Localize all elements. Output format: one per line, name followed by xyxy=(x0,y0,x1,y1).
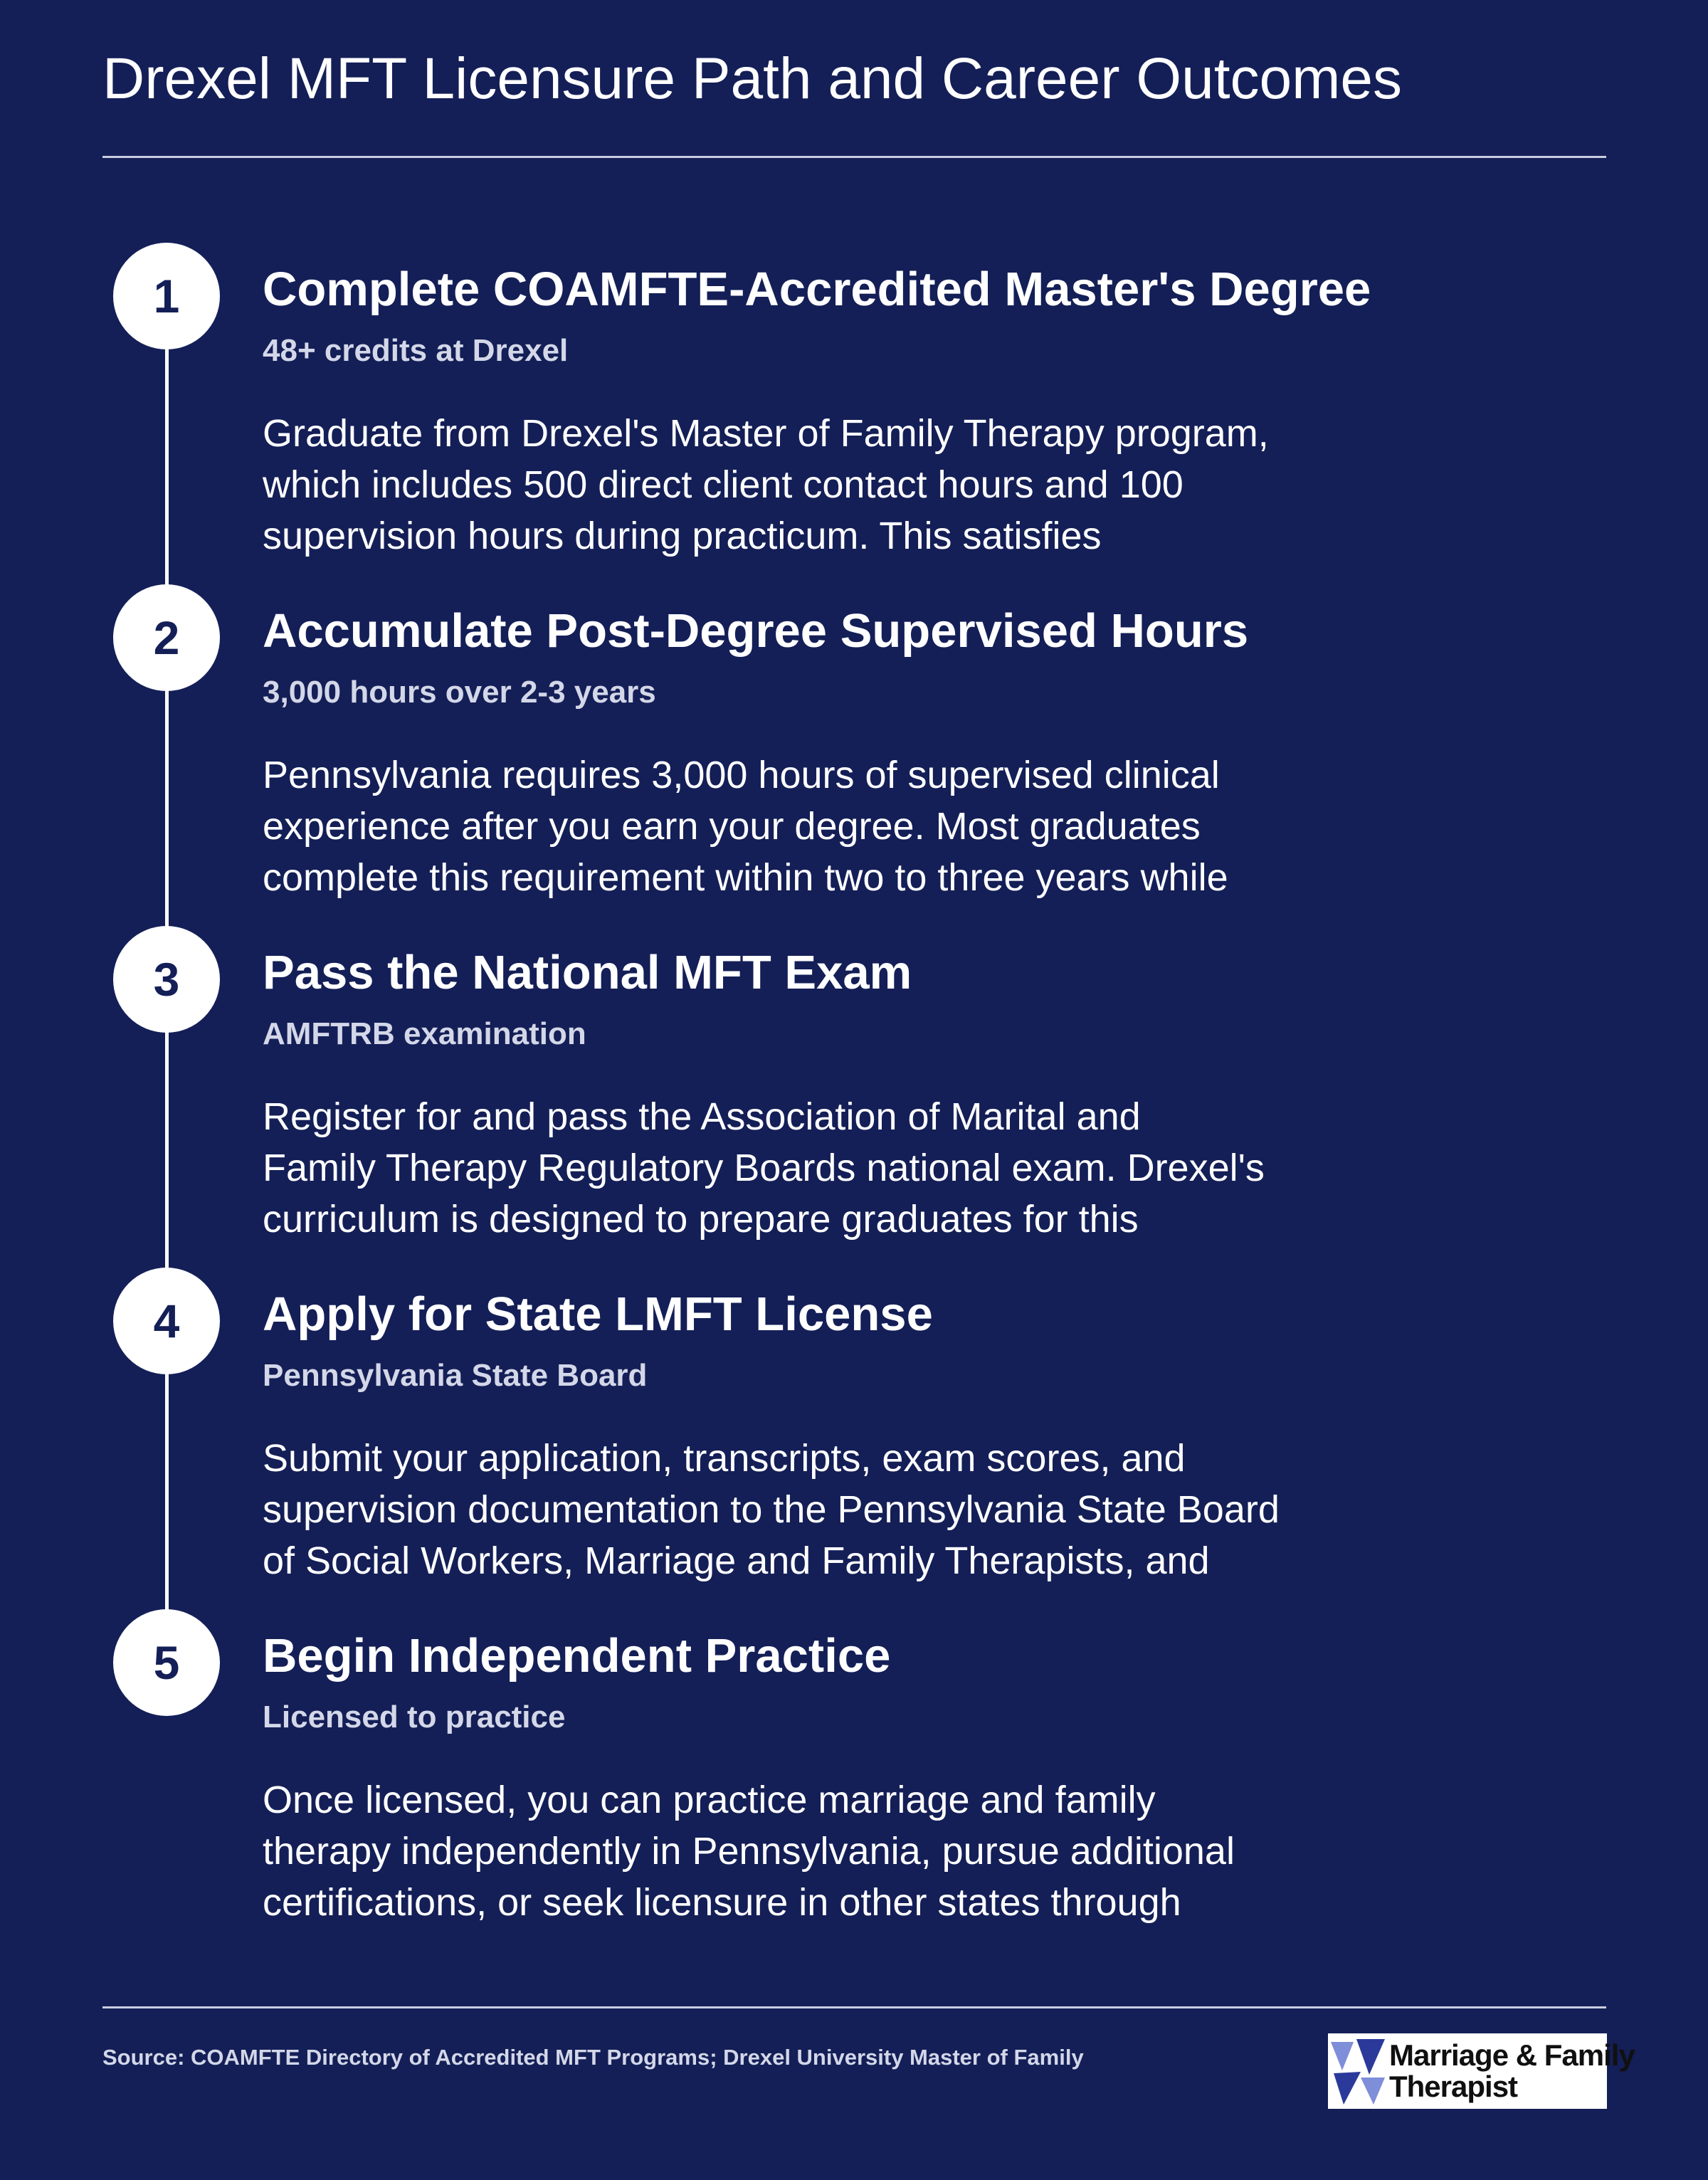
step-title: Complete COAMFTE-Accredited Master's Degree xyxy=(263,263,1371,316)
logo-mark-icon xyxy=(1328,2033,1388,2109)
step-description xyxy=(263,1091,1401,1245)
step-description xyxy=(263,749,1401,903)
page-title: Drexel MFT Licensure Path and Career Outcomes xyxy=(102,46,1403,111)
step-title: Accumulate Post-Degree Supervised Hours xyxy=(263,604,1249,658)
logo-line-2: Therapist xyxy=(1389,2070,1518,2103)
step-title: Apply for State LMFT License xyxy=(263,1288,933,1341)
step-subtitle: 3,000 hours over 2-3 years xyxy=(263,675,656,710)
step-description-line: Family Therapy Regulatory Boards national exam. Drexel's xyxy=(263,1147,1265,1189)
step-description-line: complete this requirement within two to three years while xyxy=(263,856,1228,899)
step-description xyxy=(263,408,1401,562)
step-description-line: certifications, or seek licensure in other states through xyxy=(263,1881,1181,1924)
top-divider xyxy=(102,156,1606,158)
step-description xyxy=(263,1774,1401,1928)
step-number-badge: 5 xyxy=(113,1609,220,1716)
step-description-line: therapy independently in Pennsylvania, pursue additional xyxy=(263,1830,1235,1873)
step-description xyxy=(263,1433,1401,1586)
step-description-line: which includes 500 direct client contact hours and 100 xyxy=(263,463,1184,506)
step-number-badge: 3 xyxy=(113,926,220,1033)
step-description-line: Pennsylvania requires 3,000 hours of supervised clinical xyxy=(263,754,1220,796)
step-subtitle: 48+ credits at Drexel xyxy=(263,333,569,368)
step-description-line: Register for and pass the Association of Marital and xyxy=(263,1095,1141,1138)
step-description-line: supervision hours during practicum. This satisfies xyxy=(263,515,1102,557)
step-description-line: Submit your application, transcripts, exam scores, and xyxy=(263,1437,1186,1480)
step-title: Begin Independent Practice xyxy=(263,1629,891,1683)
step-description-line: Graduate from Drexel's Master of Family Therapy program, xyxy=(263,412,1269,455)
source-note: Source: COAMFTE Directory of Accredited MFT Programs; Drexel University Master of Family xyxy=(102,2045,1084,2070)
step-subtitle: AMFTRB examination xyxy=(263,1016,586,1051)
brand-logo xyxy=(1328,2033,1635,2109)
logo-line-1: Marriage & Family xyxy=(1389,2038,1635,2072)
step-description-line: experience after you earn your degree. Most graduates xyxy=(263,805,1201,848)
logo-wordmark xyxy=(1389,2040,1635,2102)
step-number-badge: 1 xyxy=(113,243,220,349)
step-description-line: supervision documentation to the Pennsylvania State Board xyxy=(263,1488,1280,1531)
step-number-badge: 4 xyxy=(113,1268,220,1374)
step-description-line: Once licensed, you can practice marriage and family xyxy=(263,1779,1156,1821)
step-subtitle: Pennsylvania State Board xyxy=(263,1358,648,1393)
step-title: Pass the National MFT Exam xyxy=(263,946,912,999)
step-number-badge: 2 xyxy=(113,584,220,691)
bottom-divider xyxy=(102,2006,1606,2008)
step-description-line: of Social Workers, Marriage and Family Therapists, and xyxy=(263,1539,1210,1582)
step-subtitle: Licensed to practice xyxy=(263,1700,566,1734)
step-description-line: curriculum is designed to prepare graduates for this xyxy=(263,1198,1139,1241)
